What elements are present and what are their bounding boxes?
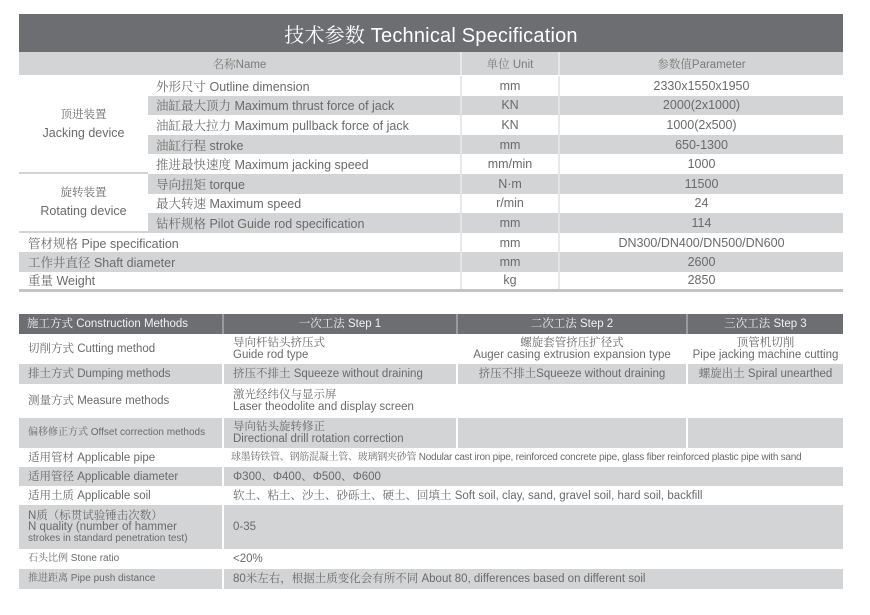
row-value: 1000 [558,154,843,174]
step1-en: Laser theodolite and display screen [233,401,414,413]
step3-cell: 螺旋出土 Spiral unearthed [686,364,843,384]
label-en-line2: strokes in standard penetration test) [28,532,188,544]
row-name: 油缸最大拉力 Maximum pullback force of jack [156,118,409,133]
header-construction-methods: 施工方式 Construction Methods [27,318,189,330]
table-row [19,569,843,589]
step2-cell [456,384,686,418]
row-label: 偏移修正方式 Offset correction methods [19,418,222,448]
label-en-line1: N quality (number of hammer [28,520,177,533]
row-name: 工作井直径 Shaft diameter [19,252,460,272]
row-label: 推进距离 Pipe push distance [19,569,222,589]
technical-specification-table [19,14,843,292]
table-row [19,334,843,364]
table-row [148,115,843,135]
group-jacking-device [19,76,843,174]
methods-header-row [19,314,843,334]
table-row [148,135,843,155]
row-name: 钻杆规格 Pilot Guide rod specification [148,213,460,233]
row-unit: KN [460,115,558,135]
step1-cn: 激光经纬仪与显示屏 [233,389,337,401]
table-row [148,194,843,214]
step2-cell: 挤压不排土Squeeze without draining [456,364,686,384]
row-label: 适用管径 Applicable diameter [19,467,222,486]
step2-cell [456,334,686,364]
step2-cell [456,418,686,448]
step1-cn: 导向杆钻头挤压式 [233,337,325,349]
table-row [19,364,843,384]
step3-cell [686,334,843,364]
table-row [19,505,843,549]
row-label: 石头比例 Stone ratio [28,553,120,564]
table-row [19,384,843,418]
row-unit: mm/min [460,154,558,174]
row-value: 0-35 [222,505,843,549]
row-name: 油缸最大顶力 Maximum thrust force of jack [148,96,460,116]
plain-rows [19,233,843,292]
row-value: 2330x1550x1950 [558,76,843,96]
step1-cell [222,334,456,364]
group-rotating-device [19,174,843,233]
table-row [19,233,843,253]
row-label [19,505,222,549]
step3-en: Pipe jacking machine cutting [692,349,839,361]
row-unit: KN [460,96,558,116]
row-unit: mm [460,135,558,155]
row-value: <20% [222,549,843,569]
group-label-en: Jacking device [42,125,125,140]
group-label [19,174,148,233]
step1-cell [222,384,456,418]
group-label-en: Rotating device [40,204,127,219]
header-parameter: 参数值Parameter [558,52,843,75]
header-step-3: 三次工法 Step 3 [686,314,843,334]
row-value: 1000(2x500) [558,115,843,135]
group-label-cn: 顶进装置 [60,108,107,121]
table-row [19,272,843,292]
group-label [19,76,148,174]
header-step-1: 一次工法 Step 1 [222,314,456,334]
table-row [19,252,843,272]
row-label: 适用土质 Applicable soil [28,489,151,502]
row-unit: mm [460,233,558,253]
row-value: 80米左右，根据土质变化会有所不同 About 80, differences based on different soil [222,569,843,589]
row-unit: mm [460,76,558,96]
row-name: 油缸行程 stroke [148,135,460,155]
table-title: 技术参数 Technical Specification [19,14,843,52]
row-unit: r/min [460,194,558,214]
step1-cell [222,418,456,448]
row-value: 24 [558,194,843,214]
step2-en: Auger casing extrusion expansion type [473,349,671,361]
table-row [148,76,843,96]
column-header-row [19,52,843,76]
table-row [19,486,843,505]
row-value: 2600 [558,252,843,272]
step1-cell: 挤压不排土 Squeeze without draining [222,364,456,384]
row-name: 管材规格 Pipe specification [28,236,179,251]
header-unit: 单位 Unit [460,52,558,75]
row-unit: N·m [460,174,558,194]
row-label: 排土方式 Dumping methods [19,364,222,384]
header-name: 名称Name [212,58,267,71]
step1-en: Directional drill rotation correction [233,433,404,445]
row-label: 测量方式 Measure methods [28,395,170,407]
row-value: 650-1300 [558,135,843,155]
table-row [19,418,843,448]
row-value: 2000(2x1000) [558,96,843,116]
row-name: 外形尺寸 Outline dimension [156,79,310,94]
row-unit: mm [460,213,558,233]
row-value: 11500 [558,174,843,194]
table-row [148,174,843,194]
row-value: 球墨铸铁管、钢筋混凝土管、玻璃钢夹砂管 Nodular cast iron pipe, reinforced concrete pipe, glass fiber reinforced plastic pipe with sand [222,448,843,467]
table-row [148,213,843,233]
step1-cn: 导向钻头旋转修正 [233,421,325,433]
step3-cell [686,418,843,448]
row-value: Φ300、Φ400、Φ500、Φ600 [222,467,843,486]
table-row [148,96,843,116]
step1-en: Guide rod type [233,349,309,361]
construction-methods-table [19,314,843,589]
step2-cn: 螺旋套管挤压扩径式 [520,337,624,349]
table-row [19,467,843,486]
table-row [19,549,843,569]
step3-cn: 顶管机切削 [736,337,795,349]
label-cn: N质（标贯试验锤击次数） [28,509,163,522]
row-name: 最大转速 Maximum speed [156,197,302,212]
row-unit: mm [460,252,558,272]
step3-cell [686,384,843,418]
row-name: 重量 Weight [28,274,96,289]
row-label: 切削方式 Cutting method [28,343,156,355]
header-step-2: 二次工法 Step 2 [456,314,686,334]
group-label-cn: 旋转装置 [60,187,107,200]
row-value: DN300/DN400/DN500/DN600 [558,233,843,253]
row-unit: kg [460,272,558,289]
row-value: 软土、粘土、沙土、砂砾土、硬土、回填土 Soft soil, clay, sand, gravel soil, hard soil, backfill [222,486,843,505]
table-row [148,154,843,174]
row-value: 2850 [558,272,843,289]
table-row [19,448,843,467]
row-name: 推进最快速度 Maximum jacking speed [156,158,369,173]
row-value: 114 [558,213,843,233]
row-name: 导向扭矩 torque [148,174,460,194]
row-label: 适用管材 Applicable pipe [28,451,156,464]
